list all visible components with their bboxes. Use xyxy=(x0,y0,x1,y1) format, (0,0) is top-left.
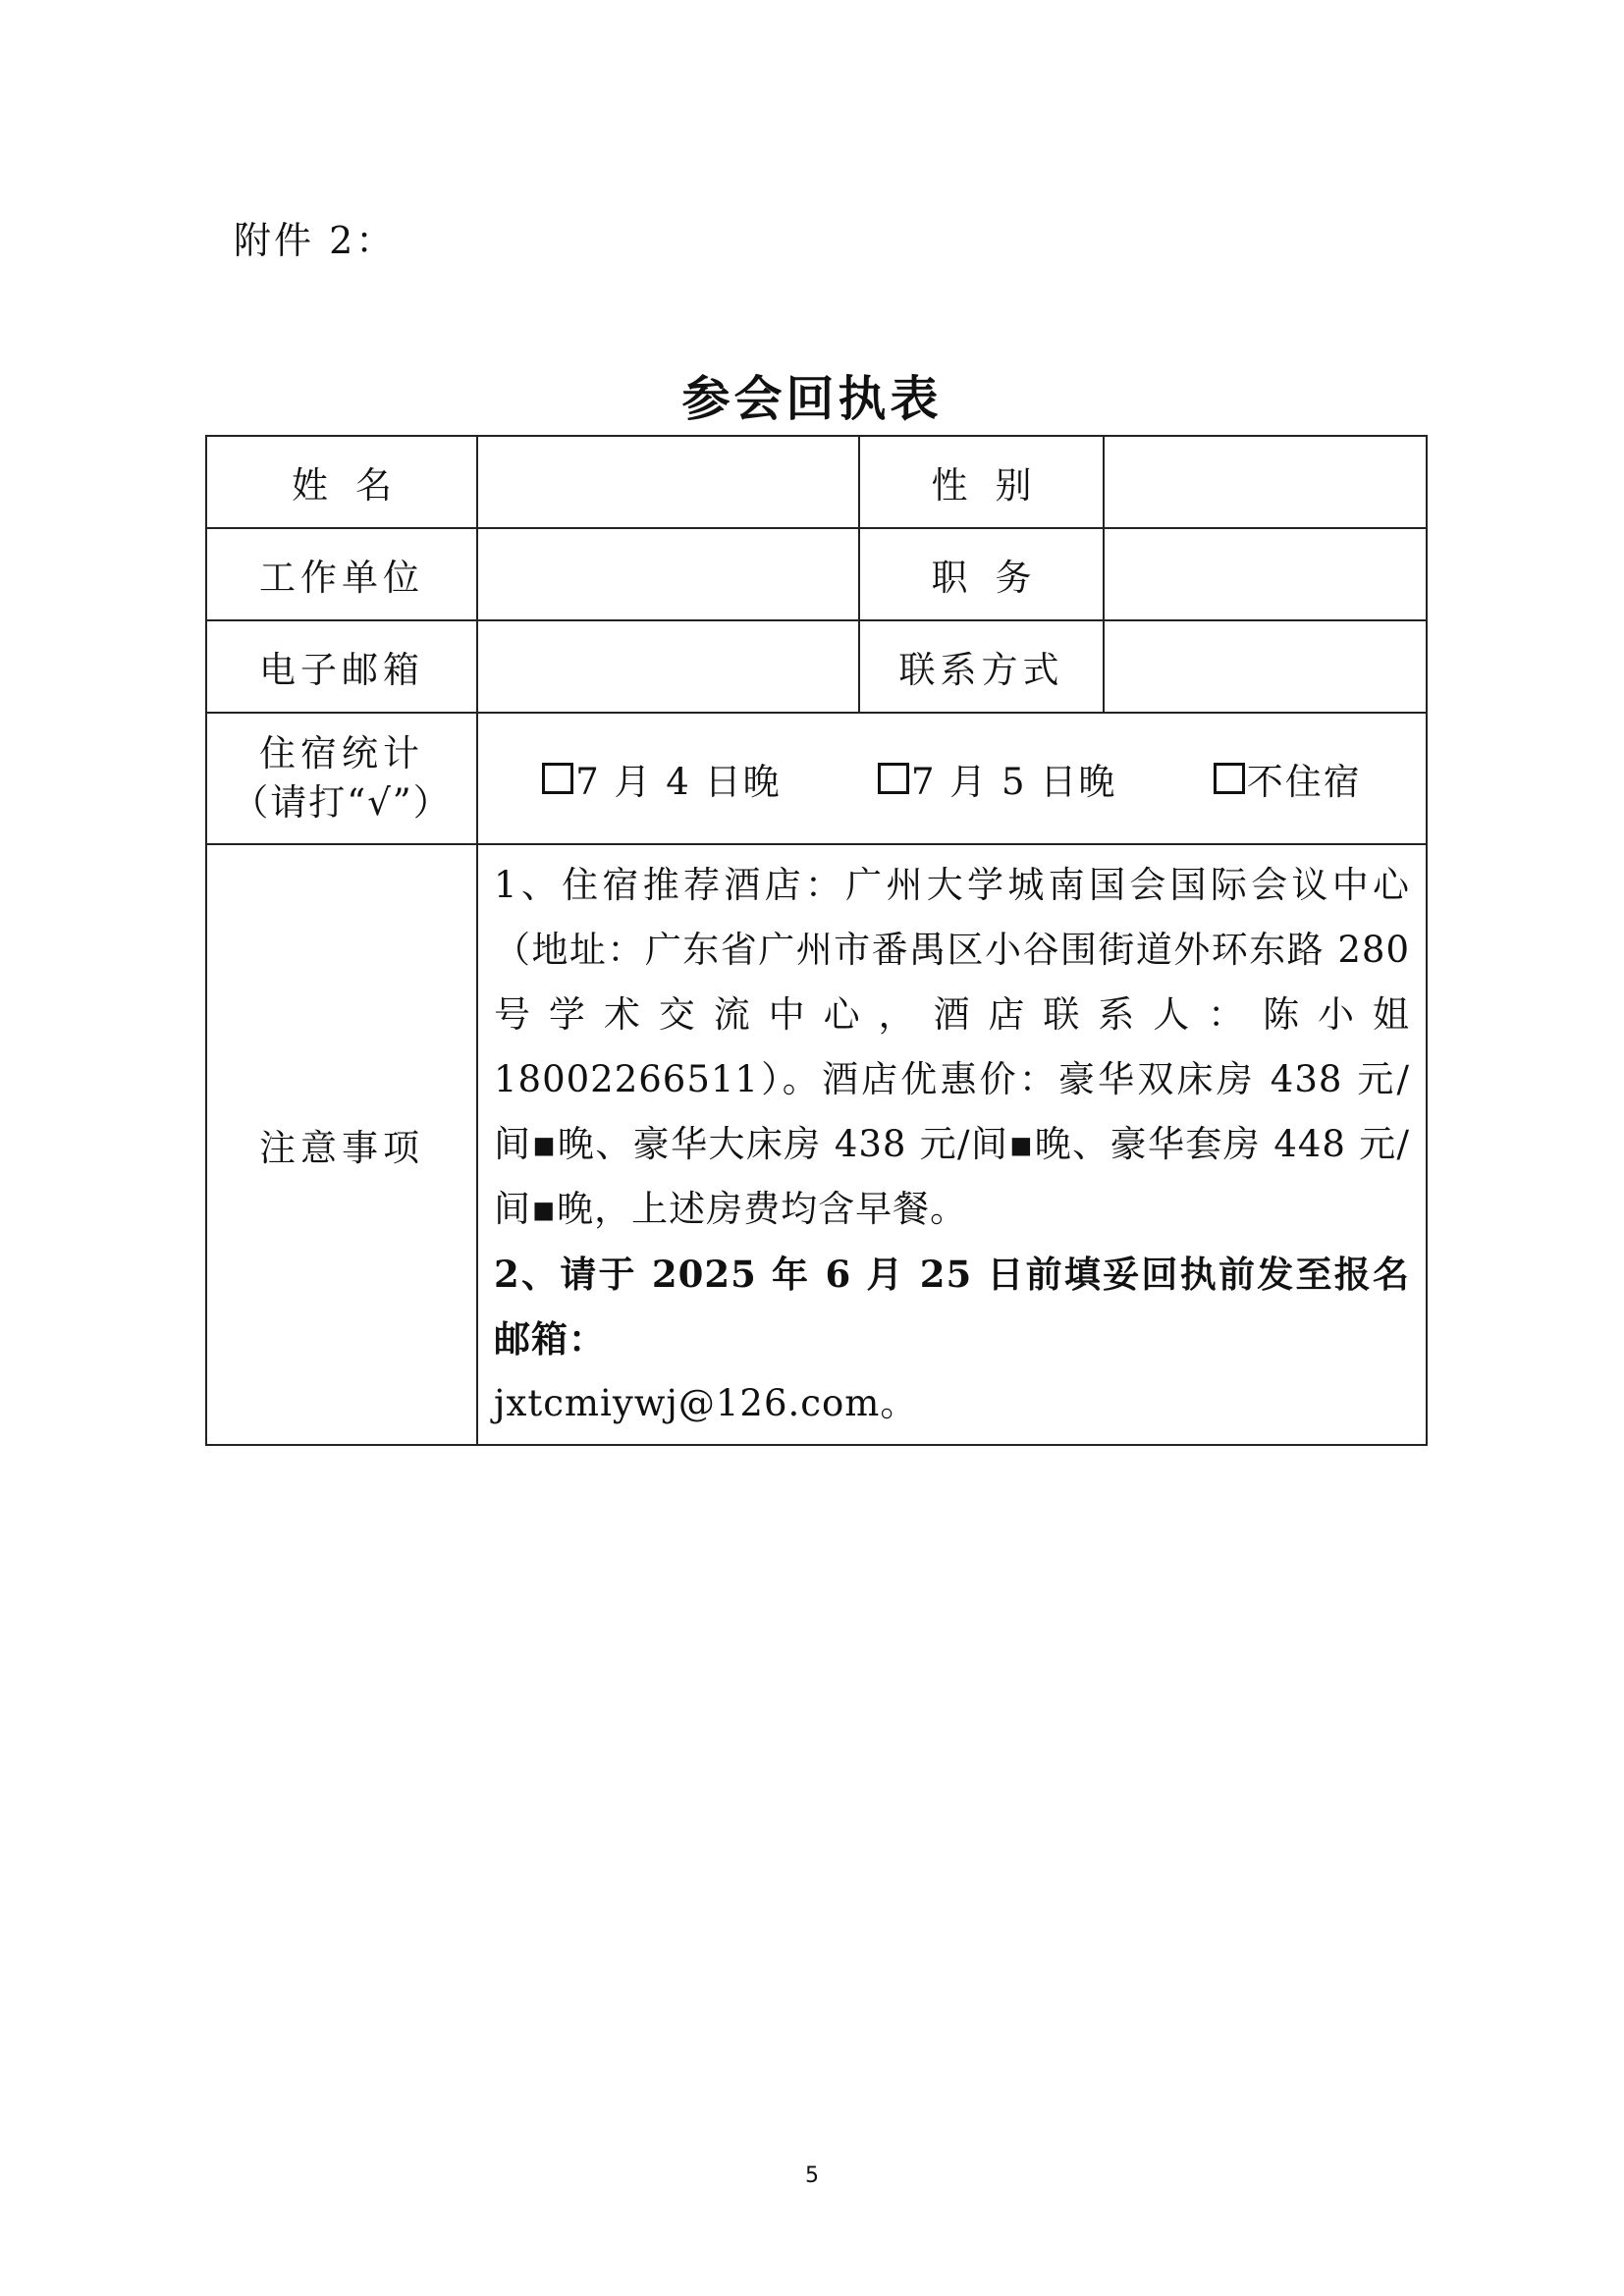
email-field[interactable] xyxy=(477,620,859,713)
note-deadline: 2、请于 2025 年 6 月 25 日前填妥回执前发至报名邮箱： xyxy=(494,1253,1410,1361)
option-july-5-label: 7 月 5 日晚 xyxy=(910,761,1117,803)
form-row-notes xyxy=(206,844,1427,1445)
option-july-4[interactable] xyxy=(542,752,781,805)
registration-form-table xyxy=(205,435,1428,1446)
contact-field[interactable] xyxy=(1104,620,1427,713)
option-july-4-label: 7 月 4 日晚 xyxy=(575,761,782,803)
accommodation-label-line2: （请打“√”） xyxy=(232,781,452,824)
form-row-email xyxy=(206,620,1427,713)
form-row-org xyxy=(206,528,1427,620)
gender-field[interactable] xyxy=(1104,436,1427,528)
note-hotel: 1、住宿推荐酒店：广州大学城南国会国际会议中心（地址：广东省广州市番禺区小谷围街道外环东路 280 号学术交流中心，酒店联系人：陈小姐 18002266511）。酒店优惠价：豪华双床房 438 元/间▪晚、豪华大床房 438 元/间▪晚、豪华套房 448 元/间▪晚，上述房费均含早餐。 xyxy=(494,864,1410,1230)
page-title: 参会回执表 xyxy=(681,370,943,427)
form-row-name xyxy=(206,436,1427,528)
position-field[interactable] xyxy=(1104,528,1427,620)
checkbox-icon[interactable] xyxy=(1214,763,1245,794)
option-july-5[interactable] xyxy=(878,752,1116,805)
checkbox-icon[interactable] xyxy=(878,763,909,794)
accommodation-label-line1: 住宿统计 xyxy=(259,732,424,774)
note-email: jxtcmiywj@126.com。 xyxy=(494,1382,918,1424)
org-field[interactable] xyxy=(477,528,859,620)
notes-label: 注意事项 xyxy=(206,844,477,1445)
checkbox-icon[interactable] xyxy=(542,763,573,794)
form-row-accommodation xyxy=(206,713,1427,844)
option-no-stay-label: 不住宿 xyxy=(1246,761,1362,803)
accommodation-options xyxy=(477,713,1427,844)
option-no-stay[interactable] xyxy=(1214,752,1362,805)
email-label: 电子邮箱 xyxy=(206,620,477,713)
accommodation-label xyxy=(206,713,477,844)
attachment-label: 附件 2： xyxy=(234,219,397,262)
name-field[interactable] xyxy=(477,436,859,528)
page-number: 5 xyxy=(805,2163,819,2188)
position-label: 职务 xyxy=(859,528,1104,620)
contact-label: 联系方式 xyxy=(859,620,1104,713)
gender-label: 性别 xyxy=(859,436,1104,528)
notes-content xyxy=(477,844,1427,1445)
name-label: 姓名 xyxy=(206,436,477,528)
org-label: 工作单位 xyxy=(206,528,477,620)
